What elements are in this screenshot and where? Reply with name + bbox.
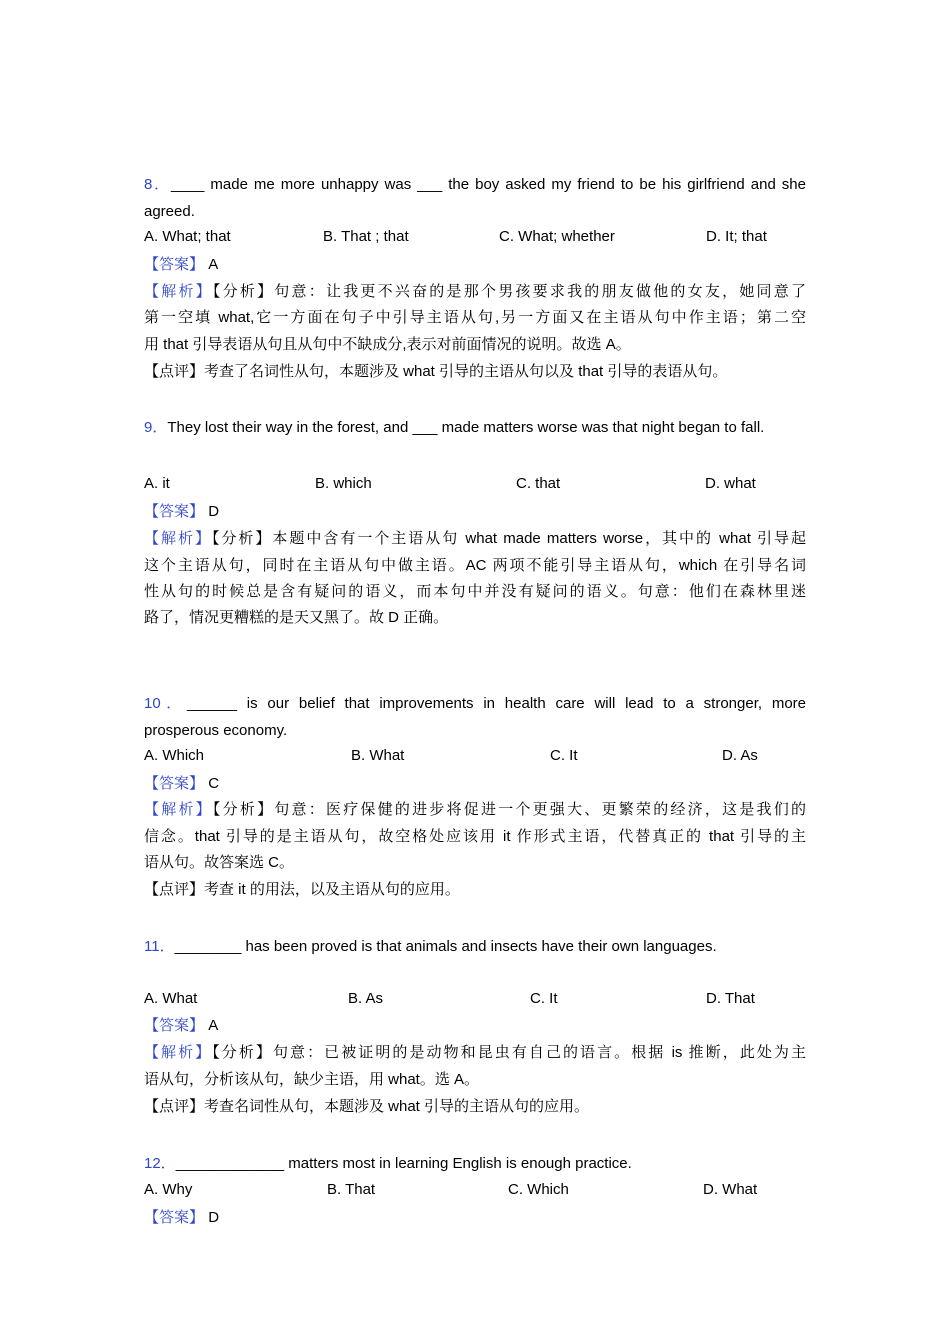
question-8-stem-line-2: agreed. — [144, 203, 195, 220]
question-number: 10． — [144, 695, 187, 712]
question-11-option-a: A. What — [144, 990, 198, 1007]
question-9-analysis-line-2: 这个主语从句，同时在主语从句中做主语。AC 两项不能引导主语从句，which 在引导名词 — [144, 557, 806, 574]
question-8-analysis-line-2: 第一空填 what,它一方面在句子中引导主语从句,另一方面又在主语从句中作主语；第二空 — [144, 309, 806, 326]
question-9-analysis-line-1: 【解析】【分析】本题中含有一个主语从句 what made matters worse，其中的 what 引导起 — [144, 530, 806, 547]
question-8-option-b: B. That ; that — [323, 228, 409, 245]
question-11-answer: 【答案】 A — [144, 1017, 219, 1034]
question-10-answer: 【答案】 C — [144, 775, 220, 792]
question-11-option-d: D. That — [706, 990, 755, 1007]
question-number: 8． — [144, 176, 172, 193]
question-10-option-b: B. What — [351, 747, 405, 764]
question-9-analysis-line-4: 路了，情况更糟糕的是天又黑了。故 D 正确。 — [144, 609, 449, 626]
question-9-option-d: D. what — [705, 475, 756, 492]
question-8-option-d: D. It; that — [706, 228, 767, 245]
question-8-answer: 【答案】 A — [144, 256, 219, 273]
question-8-comment: 【点评】考查了名词性从句，本题涉及 what 引导的主语从句以及 that 引导的表语从句。 — [144, 363, 728, 380]
question-8-option-c: C. What; whether — [499, 228, 615, 245]
question-9-option-b: B. which — [315, 475, 372, 492]
question-10-stem-line-2: prosperous economy. — [144, 722, 288, 739]
question-8-analysis-line-1: 【解析】【分析】句意：让我更不兴奋的是那个男孩要求我的朋友做他的女友，她同意了 — [144, 283, 806, 300]
question-10-analysis-line-1: 【解析】【分析】句意：医疗保健的进步将促进一个更强大、更繁荣的经济，这是我们的 — [144, 801, 806, 818]
question-11-option-c: C. It — [530, 990, 558, 1007]
question-12-answer: 【答案】 D — [144, 1209, 220, 1226]
question-12-option-d: D. What — [703, 1181, 758, 1198]
question-9-analysis-line-3: 性从句的时候总是含有疑问的语义，而本句中并没有疑问的语义。句意：他们在森林里迷 — [144, 583, 806, 600]
question-9-stem: 9．They lost their way in the forest, and ___ made matters worse was that night began to fall. — [144, 419, 765, 436]
question-9-answer: 【答案】 D — [144, 503, 220, 520]
question-number: 11． — [144, 938, 175, 955]
question-12-option-c: C. Which — [508, 1181, 569, 1198]
question-9-option-a: A. it — [144, 475, 170, 492]
question-number: 9． — [144, 419, 168, 436]
question-10-comment: 【点评】考查 it 的用法，以及主语从句的应用。 — [144, 881, 460, 898]
question-10-option-a: A. Which — [144, 747, 205, 764]
question-number: 12． — [144, 1155, 176, 1172]
question-8-stem-line-1: 8．____ made me more unhappy was ___ the boy asked my friend to be his girlfriend and she — [144, 176, 806, 193]
question-10-analysis-line-3: 语从句。故答案选 C。 — [144, 854, 295, 871]
question-12-option-a: A. Why — [144, 1181, 193, 1198]
question-10-option-c: C. It — [550, 747, 578, 764]
question-8-analysis-line-3: 用 that 引导表语从句且从句中不缺成分,表示对前面情况的说明。故选 A。 — [144, 336, 631, 353]
question-10-analysis-line-2: 信念。that 引导的是主语从句，故空格处应该用 it 作形式主语，代替真正的 that 引导的主 — [144, 828, 806, 845]
question-10-option-d: D. As — [722, 747, 758, 764]
question-11-analysis-line-1: 【解析】【分析】句意：已被证明的是动物和昆虫有自己的语言。根据 is 推断，此处为主 — [144, 1044, 806, 1061]
question-9-option-c: C. that — [516, 475, 561, 492]
question-12-stem: 12．_____________ matters most in learning English is enough practice. — [144, 1155, 632, 1172]
question-11-comment: 【点评】考查名词性从句，本题涉及 what 引导的主语从句的应用。 — [144, 1098, 590, 1115]
question-8-option-a: A. What; that — [144, 228, 231, 245]
question-11-stem: 11．________ has been proved is that animals and insects have their own languages. — [144, 938, 717, 955]
question-11-analysis-line-2: 语从句，分析该从句，缺少主语，用 what。选 A。 — [144, 1071, 480, 1088]
question-11-option-b: B. As — [348, 990, 384, 1007]
question-10-stem-line-1: 10．______ is our belief that improvements in health care will lead to a stronger, more — [144, 695, 806, 712]
question-12-option-b: B. That — [327, 1181, 376, 1198]
